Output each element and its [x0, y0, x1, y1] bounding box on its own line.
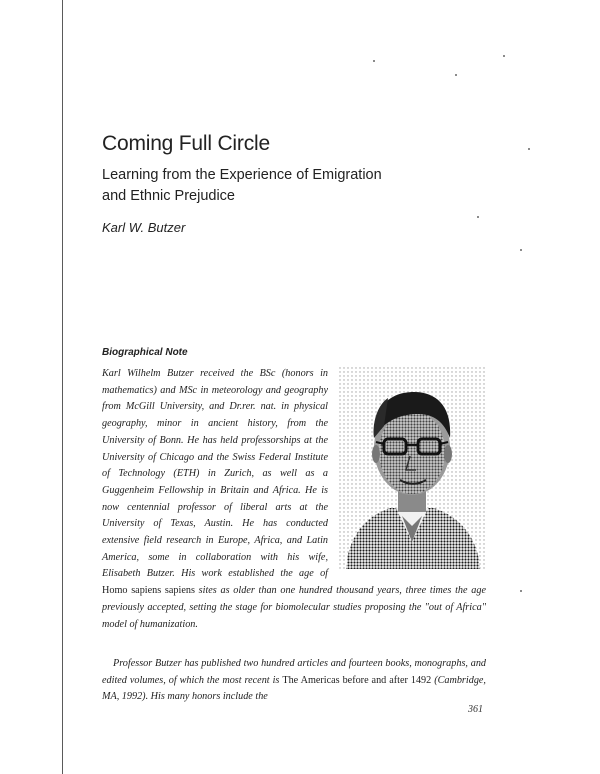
chapter-title: Coming Full Circle	[102, 132, 270, 155]
page-edge-line	[62, 0, 63, 774]
chapter-author: Karl W. Butzer	[102, 220, 186, 235]
scan-speck	[455, 74, 457, 76]
scan-speck	[528, 148, 530, 150]
scan-speck	[477, 216, 479, 218]
chapter-subtitle: Learning from the Experience of Emigration and Ethnic Prejudice	[102, 167, 382, 204]
scan-speck	[520, 249, 522, 251]
biographical-note-heading: Biographical Note	[102, 347, 188, 358]
book-title: The Americas before and after 1492	[282, 674, 432, 686]
author-portrait-photo	[338, 366, 486, 569]
scan-speck	[373, 60, 375, 62]
bio-text-part: Karl Wilhelm Butzer received the BSc (honors in mathematics) and MSc in meteorology and geography from McGill University, and Dr.rer. nat. in physical geography, minor in ancient history, from the University of Bonn. He has held professorships at the University of Chicago and the Swiss Federal Institute of Technology (ETH) in Zurich, as well as a Guggenheim Fellowship in Britain and Africa. He is now centennial professor of liberal arts at the University of Texas, Austin. He has conducted extensive field research in Europe, Africa, and Latin America, some in collaboration with his wife, Elisabeth Butzer. His work established the age of	[102, 368, 328, 580]
portrait-image	[338, 366, 486, 569]
biographical-note-paragraph-2	[102, 656, 486, 706]
scan-speck	[520, 590, 522, 592]
scan-speck	[503, 55, 505, 57]
species-name: Homo sapiens sapiens	[102, 585, 195, 597]
bio-text-part: (Cambridge, MA, 1992). His many honors include the	[102, 674, 486, 703]
bio-text-part: Professor Butzer has published two hundred articles and fourteen books, monographs, and edited volumes, of which the most recent is	[102, 658, 487, 686]
biographical-note-paragraph	[102, 366, 486, 633]
bio-text-part: sites as older than one hundred thousand years, three times the age previously accepted, setting the stage for biomolecular studies proposing the "out of Africa" model of humanization.	[102, 585, 486, 630]
page-number: 361	[468, 704, 483, 715]
